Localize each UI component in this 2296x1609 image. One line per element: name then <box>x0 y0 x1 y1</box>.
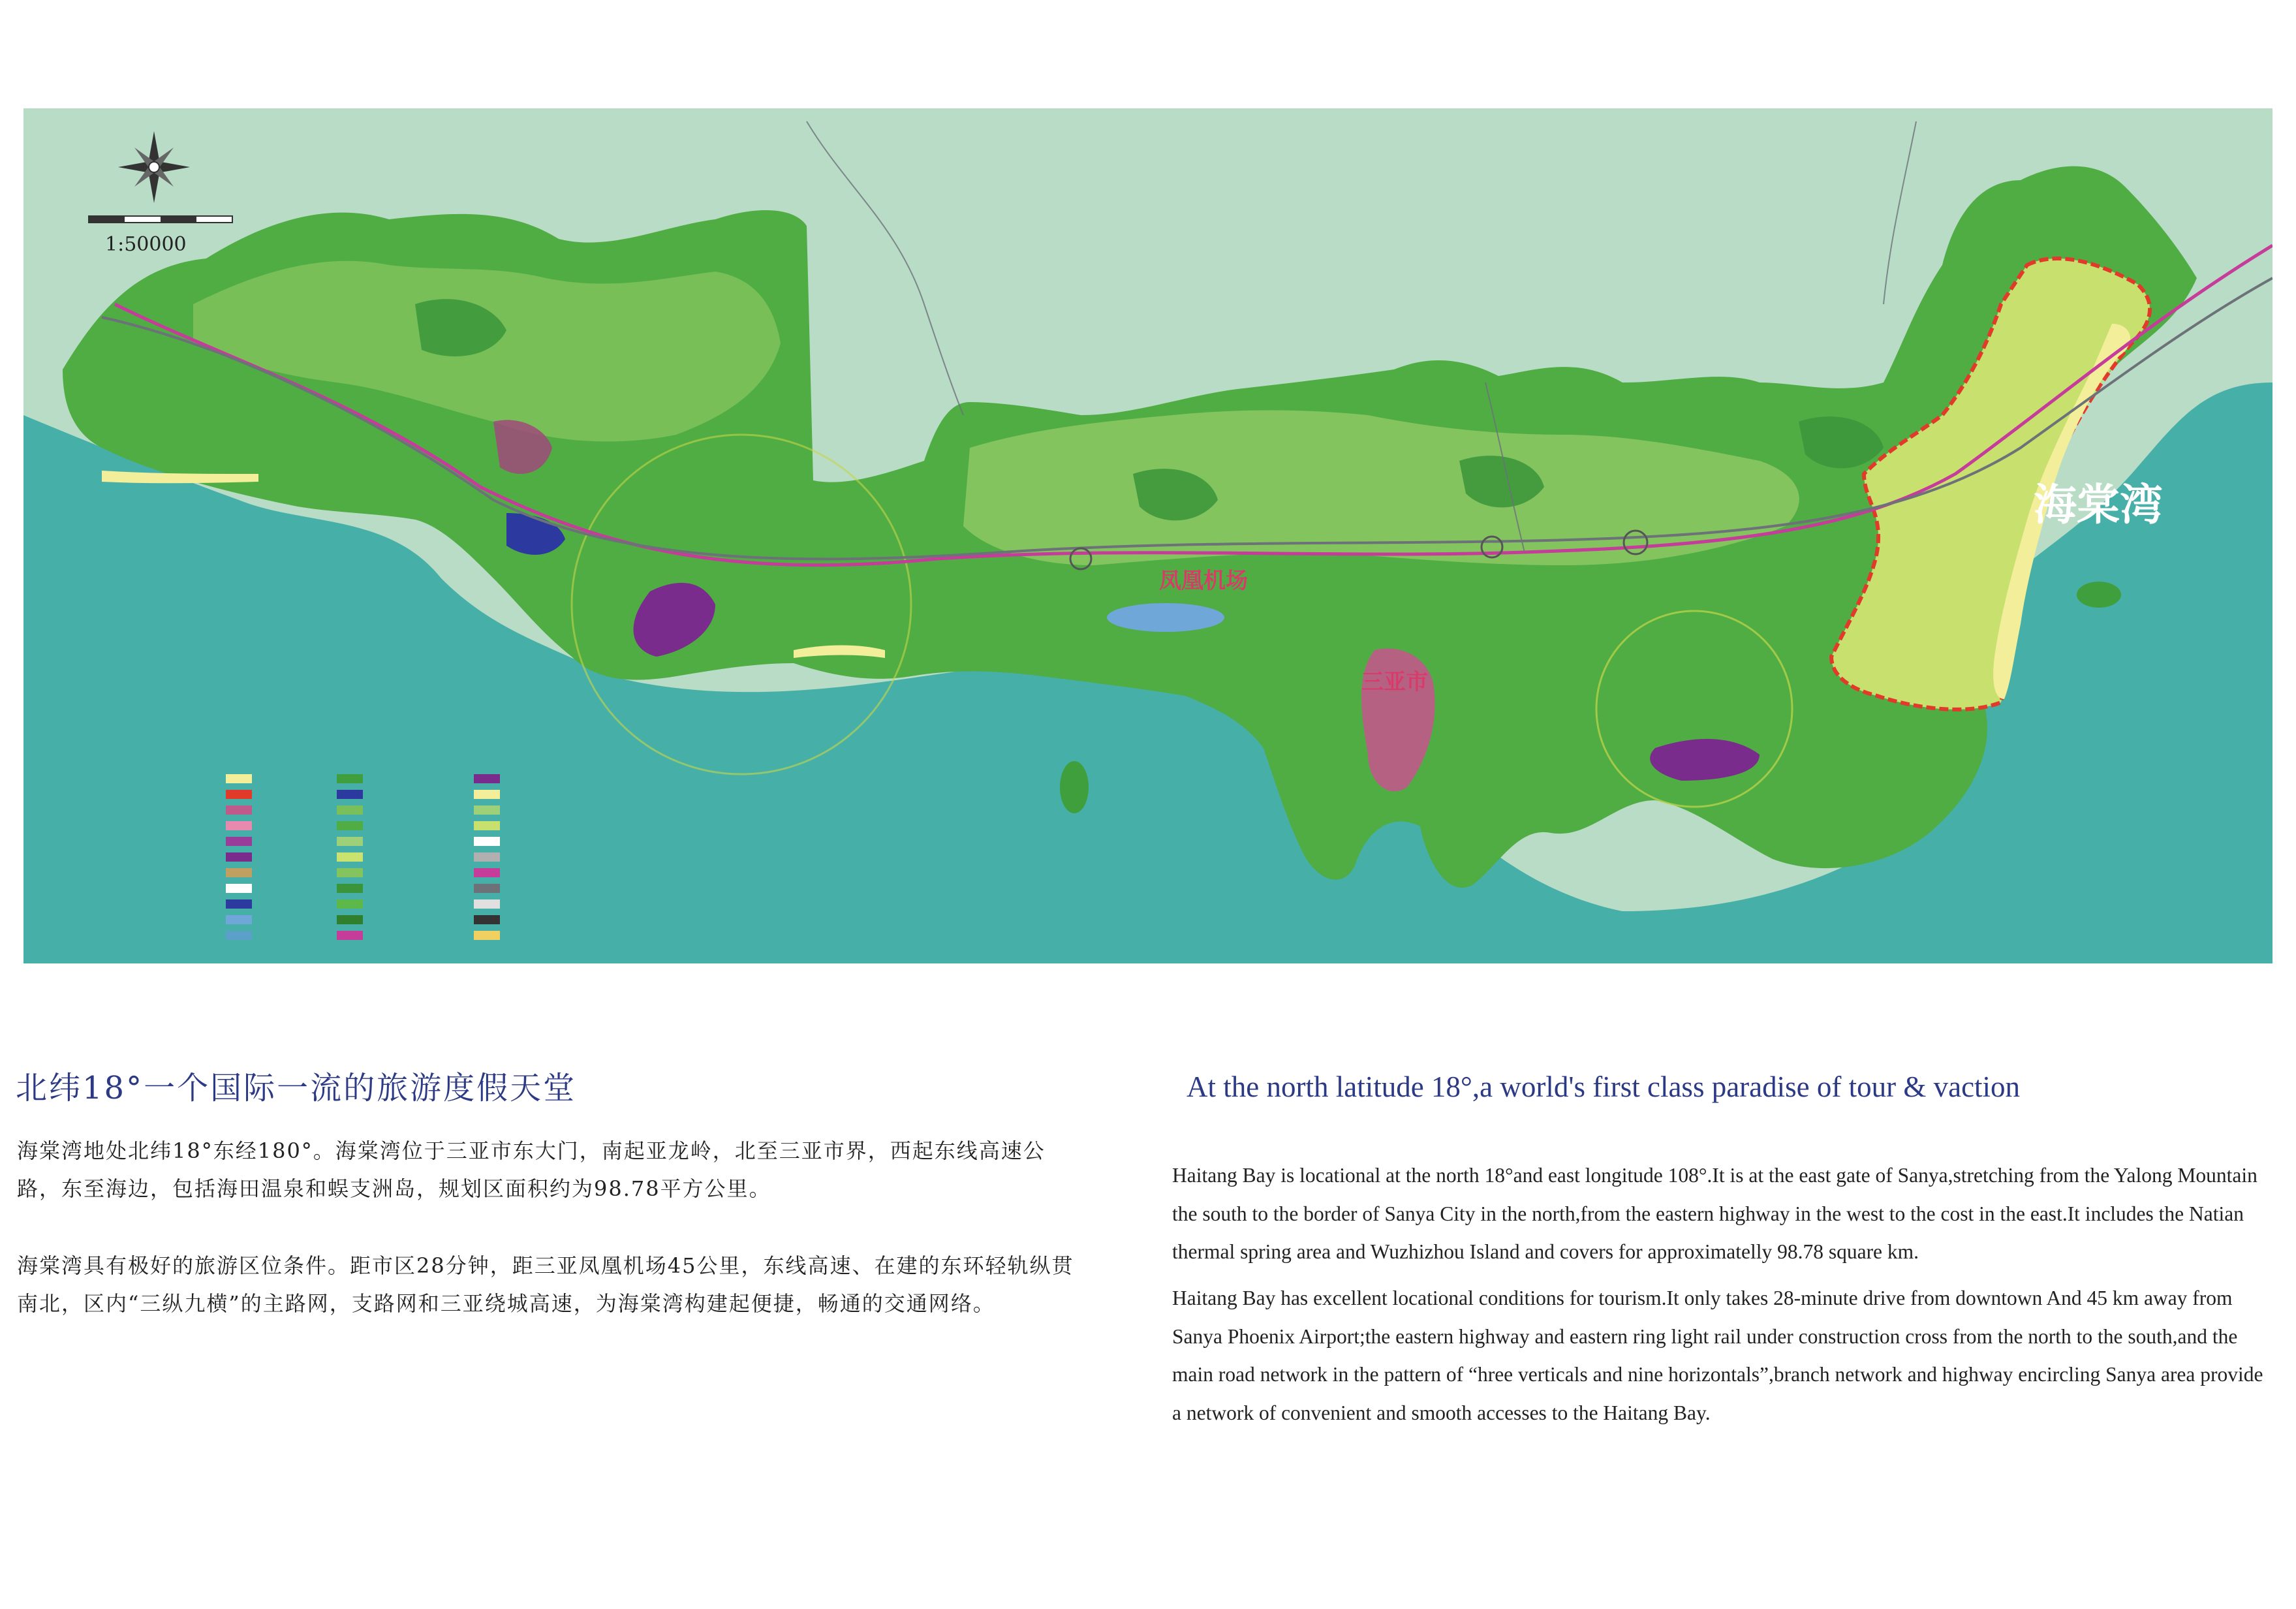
en-title: At the north latitude 18°,a world's first class paradise of tour & vaction <box>1187 1070 2021 1103</box>
en-paragraph-2: Haitang Bay has excellent locational conditions for tourism.It only takes 28-minute drive from downtown And 45 km away from Sanya Phoenix Airport;the eastern highway and eastern ring light rail under construction cross from the north to the south,and the main road network in the pattern of “hree verticals and nine horizontals”,branch network and highway encircling Sanya area provide a network of convenient and smooth accesses to the Haitang Bay. <box>1172 1287 2263 1424</box>
map-legend <box>226 774 552 944</box>
scale-bar-icon <box>89 216 232 223</box>
zh-paragraph-2: 海棠湾具有极好的旅游区位条件。距市区28分钟，距三亚凤凰机场45公里，东线高速、在建的东环轻轨纵贯南北，区内“三纵九横”的主路网，支路网和三亚绕城高速，为海棠湾构建起便捷，畅通的交通网络。 <box>17 1253 1074 1316</box>
en-paragraph-1: Haitang Bay is locational at the north 18°and east longitude 108°.It is at the east gate of Sanya,stretching from the Yalong Mountain the south to the border of Sanya City in the north,from the eastern highway in the west to the cost in the east.It includes the Natian thermal spring area and Wuzhizhou Island and covers for approximatelly 98.78 square km. <box>1172 1164 2257 1263</box>
zh-title: 北纬18°一个国际一流的旅游度假天堂 <box>16 1070 577 1106</box>
map-canvas <box>23 108 2273 963</box>
scale-label: 1:50000 <box>105 233 187 256</box>
label-haitang-bay: 海棠湾 <box>2034 480 2163 530</box>
planning-map <box>23 108 2273 963</box>
label-phoenix-airport: 凤凰机场 <box>1159 568 1248 594</box>
label-sanya-city: 三亚市 <box>1361 669 1428 695</box>
small-island <box>1060 761 1089 813</box>
zh-paragraph-1: 海棠湾地处北纬18°东经180°。海棠湾位于三亚市东大门，南起亚龙岭，北至三亚市界，西起东线高速公路，东至海边，包括海田温泉和蜈支洲岛，规划区面积约为98.78平方公里。 <box>17 1138 1046 1201</box>
airport-lake <box>1107 603 1224 632</box>
wuzhizhou-island <box>2077 582 2121 608</box>
